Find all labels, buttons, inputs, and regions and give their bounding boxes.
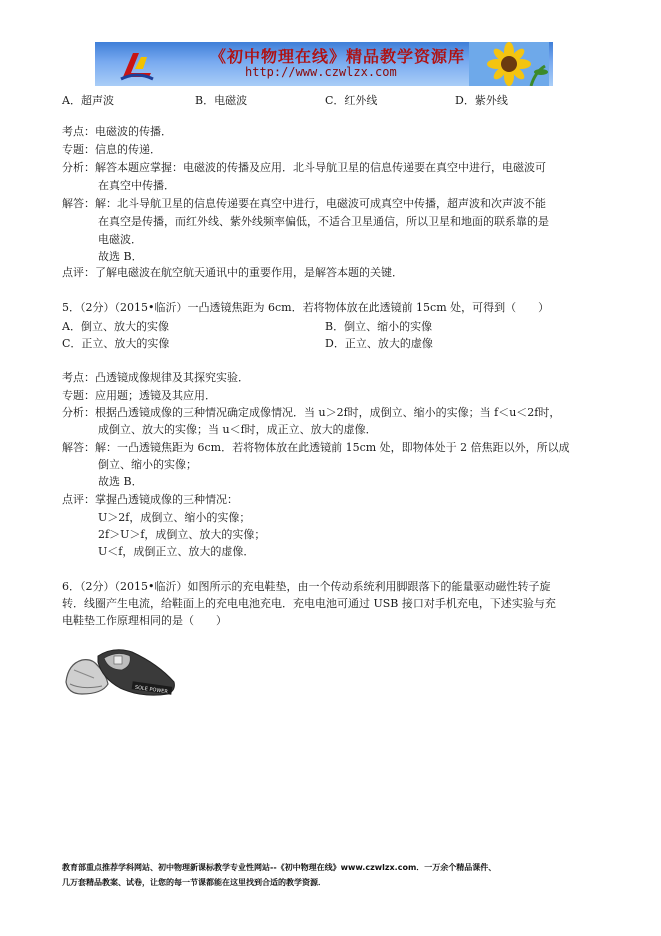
- q4-option-d: D．紫外线: [455, 94, 508, 107]
- header-banner: [95, 42, 553, 86]
- q5-jieda-line1: 解答：解：一凸透镜焦距为 6cm．若将物体放在此透镜前 15cm 处，即物体处于 2 倍焦距以外，所以成: [62, 441, 570, 454]
- insole-brand-label: SOLE POWER: [134, 684, 169, 696]
- site-logo-icon: [117, 47, 157, 81]
- q4-jieda-line1: 解答：解：北斗导航卫星的信息传递要在真空中进行，电磁波可成真空中传播，超声波和次声波不能: [62, 197, 546, 210]
- banner-url[interactable]: http://www.czwlzx.com: [245, 65, 397, 79]
- banner-title: 《初中物理在线》精品教学资源库: [210, 47, 466, 66]
- q4-jieda-line2: 在真空是传播，而红外线、紫外线频率偏低，不适合卫星通信，所以卫星和地面的联系靠的是: [98, 215, 549, 228]
- q5-option-b: B．倒立、缩小的实像: [325, 320, 433, 333]
- q4-kaodian: 考点：电磁波的传播．: [62, 125, 172, 138]
- sunflower-icon: [469, 42, 549, 86]
- q6-stem-line2: 转．线圈产生电流，给鞋面上的充电电池充电．充电电池可通过 USB 接口对手机充电，下述实验与充: [62, 597, 556, 610]
- q5-fenxi-line1: 分析：根据凸透镜成像的三种情况确定成像情况．当 u＞2f时，成倒立、缩小的实像；当 f＜u＜2f时，: [62, 406, 561, 419]
- q5-case-2: 2f＞U＞f，成倒立、放大的实像；: [98, 528, 266, 541]
- footer-line-2: 几万套精品教案、试卷，让您的每一节课都能在这里找到合适的教学资源．: [62, 878, 326, 887]
- q4-dianping: 点评：了解电磁波在航空航天通讯中的重要作用，是解答本题的关键．: [62, 266, 403, 279]
- q5-dianping: 点评：掌握凸透镜成像的三种情况：: [62, 493, 238, 506]
- q5-zhuanti: 专题：应用题；透镜及其应用．: [62, 389, 216, 402]
- q5-kaodian: 考点：凸透镜成像规律及其探究实验．: [62, 371, 249, 384]
- q5-case-1: U＞2f，成倒立、缩小的实像；: [98, 511, 251, 524]
- q6-stem-line3: 电鞋垫工作原理相同的是（ ）: [62, 614, 227, 627]
- footer-line-1: 教育部重点推荐学科网站、初中物理新课标教学专业性网站--《初中物理在线》www.czwlzx.com．一万余个精品课件、: [62, 863, 497, 872]
- q5-option-a: A．倒立、放大的实像: [62, 320, 169, 333]
- page-footer: [62, 860, 622, 890]
- q5-stem: 5．（2分）（2015•临沂）一凸透镜焦距为 6cm．若将物体放在此透镜前 15cm 处，可得到（ ）: [62, 301, 550, 314]
- q4-option-b: B．电磁波: [195, 94, 248, 107]
- q4-jieda-line3: 电磁波．: [98, 233, 142, 246]
- charging-insole-image: [62, 642, 180, 702]
- q5-option-c: C．正立、放大的实像: [62, 337, 170, 350]
- q4-zhuanti: 专题：信息的传递．: [62, 143, 161, 156]
- q4-fenxi-line1: 分析：解答本题应掌握：电磁波的传播及应用．北斗导航卫星的信息传递要在真空中进行，电磁波可: [62, 161, 546, 174]
- q5-fenxi-line2: 成倒立、放大的实像；当 u＜f时，成正立、放大的虚像．: [98, 423, 377, 436]
- q4-answer: 故选 B．: [98, 250, 143, 263]
- q6-stem-line1: 6．（2分）（2015•临沂）如图所示的充电鞋垫，由一个传动系统利用脚跟落下的能量驱动磁性转子旋: [62, 580, 551, 593]
- q5-answer: 故选 B．: [98, 475, 143, 488]
- q4-fenxi-line2: 在真空中传播．: [98, 179, 175, 192]
- q4-option-a: A．超声波: [62, 94, 114, 107]
- q5-case-3: U＜f，成倒正立、放大的虚像．: [98, 545, 255, 558]
- q5-option-d: D．正立、放大的虚像: [325, 337, 433, 350]
- q5-jieda-line2: 倒立、缩小的实像；: [98, 458, 197, 471]
- q4-option-c: C．红外线: [325, 94, 378, 107]
